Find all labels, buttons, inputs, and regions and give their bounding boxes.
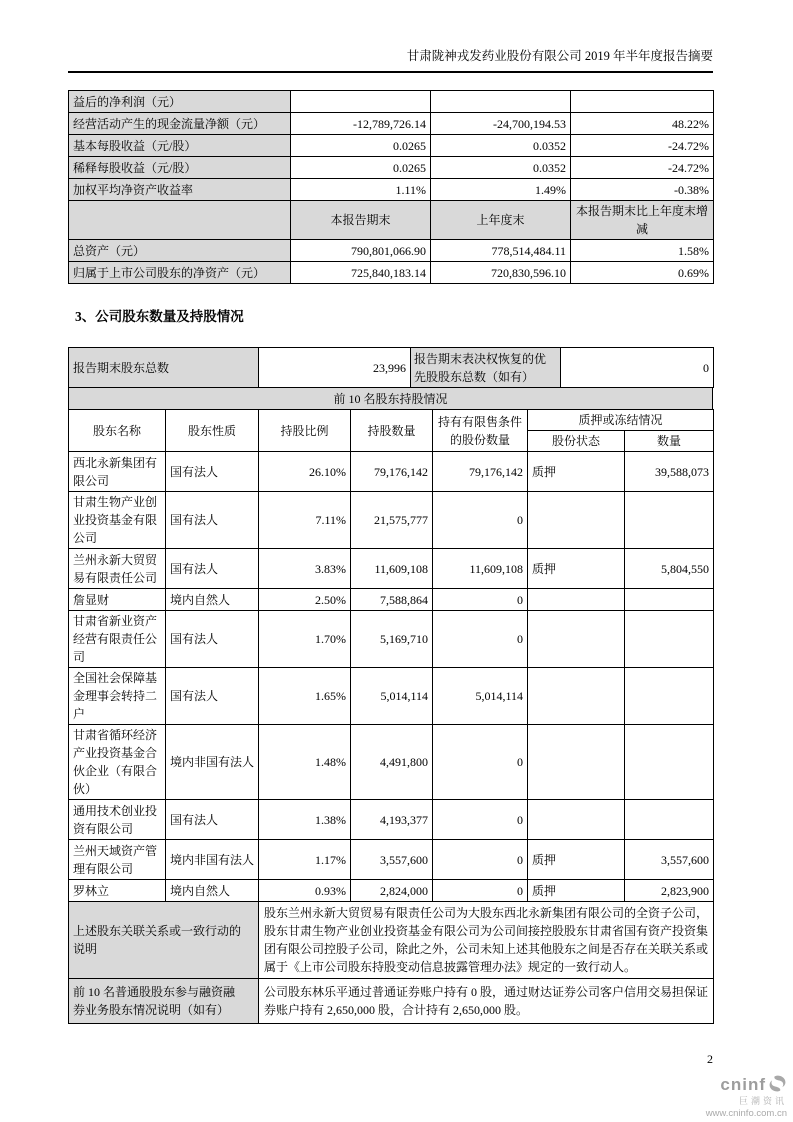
shareholder-shares: 7,588,864 [351,589,433,611]
shareholder-name: 兰州天域资产管理有限公司 [69,840,166,880]
cninfo-logo-subtitle: 巨潮资讯 [738,1096,787,1106]
shareholder-row [69,880,714,902]
shareholder-row [69,725,714,800]
pledge-status [528,611,625,668]
metric-change: 48.22% [571,113,714,135]
pledge-status [528,800,625,840]
metric-current: 725,840,183.14 [291,262,431,284]
shareholder-ratio: 26.10% [259,452,351,492]
shareholder-ratio: 3.83% [259,549,351,589]
cninfo-swirl-icon [768,1074,787,1096]
financial-summary-table [68,90,714,284]
metric-label: 归属于上市公司股东的净资产（元） [69,262,291,284]
table-row [69,388,713,410]
col-header-ratio: 持股比例 [259,410,351,452]
preferred-shareholders-value: 0 [561,348,714,388]
shareholder-name: 兰州永新大贸贸易有限责任公司 [69,549,166,589]
note-text: 公司股东林乐平通过普通证券账户持有 0 股，通过财达证券公司客户信用交易担保证券账户持有 2,650,000 股，合计持有 2,650,000 股。 [259,979,714,1024]
pledge-amount [625,800,714,840]
metric-change: -24.72% [571,135,714,157]
top10-banner-table [68,387,713,410]
shareholder-row [69,589,714,611]
table-row [69,348,714,388]
shareholder-name: 通用技术创业投资有限公司 [69,800,166,840]
note-row [69,979,714,1024]
metric-prior: 1.49% [431,179,571,201]
metric-current: -12,789,726.14 [291,113,431,135]
metric-prior: 0.0352 [431,135,571,157]
shareholder-nature: 国有法人 [166,492,259,549]
table-row [69,113,714,135]
pledge-amount: 5,804,550 [625,549,714,589]
shareholder-shares: 11,609,108 [351,549,433,589]
shareholder-ratio: 7.11% [259,492,351,549]
shareholder-nature: 国有法人 [166,668,259,725]
shareholder-restricted: 0 [433,492,528,549]
shareholder-nature: 国有法人 [166,800,259,840]
metric-current: 0.0265 [291,135,431,157]
pledge-amount [625,611,714,668]
metric-prior: 778,514,484.11 [431,240,571,262]
metric-change: -24.72% [571,157,714,179]
top10-shareholders-table [68,409,714,902]
metric-prior: 720,830,596.10 [431,262,571,284]
shareholder-ratio: 1.48% [259,725,351,800]
period-header-current: 本报告期末 [291,201,431,240]
period-header-blank [69,201,291,240]
shareholder-shares: 2,824,000 [351,880,433,902]
shareholder-row [69,452,714,492]
shareholder-shares: 21,575,777 [351,492,433,549]
shareholder-name: 罗林立 [69,880,166,902]
pledge-amount [625,725,714,800]
metric-label: 经营活动产生的现金流量净额（元） [69,113,291,135]
shareholder-name: 全国社会保障基金理事会转持二户 [69,668,166,725]
cninfo-logo-text: cninf [720,1075,766,1094]
shareholder-shares: 4,491,800 [351,725,433,800]
shareholder-shares: 5,014,114 [351,668,433,725]
shareholder-restricted: 0 [433,840,528,880]
col-header-status: 股份状态 [528,431,625,452]
shareholder-ratio: 1.65% [259,668,351,725]
pledge-amount [625,492,714,549]
shareholder-nature: 境内非国有法人 [166,725,259,800]
metric-change: -0.38% [571,179,714,201]
shareholder-ratio: 1.17% [259,840,351,880]
table-row [69,91,714,113]
table-row [69,157,714,179]
shareholder-row [69,549,714,589]
shareholder-restricted: 0 [433,611,528,668]
note-row [69,902,714,979]
pledge-status [528,668,625,725]
period-header-change: 本报告期末比上年度末增减 [571,201,714,240]
pledge-status: 质押 [528,452,625,492]
shareholder-shares: 3,557,600 [351,840,433,880]
pledge-amount [625,589,714,611]
metric-change [571,91,714,113]
shareholder-ratio: 1.38% [259,800,351,840]
metric-label: 稀释每股收益（元/股） [69,157,291,179]
shareholder-ratio: 1.70% [259,611,351,668]
metric-label: 益后的净利润（元） [69,91,291,113]
preferred-shareholders-label: 报告期末表决权恢复的优先股股东总数（如有） [411,348,561,388]
shareholder-restricted: 0 [433,725,528,800]
shareholder-name: 甘肃省新业资产经营有限责任公司 [69,611,166,668]
top10-title: 前 10 名股东持股情况 [69,388,713,410]
shareholder-nature: 境内自然人 [166,589,259,611]
metric-prior: 0.0352 [431,157,571,179]
shareholder-restricted: 5,014,114 [433,668,528,725]
metric-current: 790,801,066.90 [291,240,431,262]
pledge-status: 质押 [528,840,625,880]
note-label: 上述股东关联关系或一致行动的说明 [69,902,259,979]
total-shareholders-label: 报告期末股东总数 [69,348,259,388]
shareholder-count-table [68,347,714,388]
metric-current: 0.0265 [291,157,431,179]
shareholder-shares: 5,169,710 [351,611,433,668]
metric-current: 1.11% [291,179,431,201]
shareholder-row [69,611,714,668]
shareholder-restricted: 0 [433,589,528,611]
shareholder-name: 甘肃省循环经济产业投资基金合伙企业（有限合伙） [69,725,166,800]
shareholder-nature: 境内自然人 [166,880,259,902]
metric-label: 总资产（元） [69,240,291,262]
shareholder-row [69,668,714,725]
shareholder-name: 詹显财 [69,589,166,611]
pledge-status [528,725,625,800]
pledge-amount: 3,557,600 [625,840,714,880]
note-label: 前 10 名普通股股东参与融资融券业务股东情况说明（如有） [69,979,259,1024]
col-header-amount: 数量 [625,431,714,452]
column-header-row [69,410,714,431]
shareholder-shares: 79,176,142 [351,452,433,492]
shareholder-restricted: 11,609,108 [433,549,528,589]
shareholder-shares: 4,193,377 [351,800,433,840]
pledge-amount: 39,588,073 [625,452,714,492]
col-header-restricted: 持有有限售条件的股份数量 [433,410,528,452]
table-row [69,179,714,201]
table-row [69,135,714,157]
shareholder-restricted: 0 [433,880,528,902]
period-header-row [69,201,714,240]
cninfo-logo-url: www.cninfo.com.cn [705,1108,787,1119]
section-heading: 3、公司股东数量及持股情况 [75,309,244,324]
pledge-status: 质押 [528,880,625,902]
shareholder-name: 西北永新集团有限公司 [69,452,166,492]
shareholder-nature: 国有法人 [166,611,259,668]
total-shareholders-value: 23,996 [259,348,411,388]
shareholder-row [69,492,714,549]
metric-label: 基本每股收益（元/股） [69,135,291,157]
pledge-amount: 2,823,900 [625,880,714,902]
metric-current [291,91,431,113]
shareholder-restricted: 0 [433,800,528,840]
metric-change: 0.69% [571,262,714,284]
table-row [69,240,714,262]
col-header-shares: 持股数量 [351,410,433,452]
shareholder-nature: 国有法人 [166,452,259,492]
shareholder-nature: 境内非国有法人 [166,840,259,880]
page-number: 2 [707,1052,713,1066]
shareholder-name: 甘肃生物产业创业投资基金有限公司 [69,492,166,549]
shareholder-nature: 国有法人 [166,549,259,589]
period-header-prior: 上年度末 [431,201,571,240]
pledge-amount [625,668,714,725]
cninfo-logo [706,1074,787,1119]
metric-prior [431,91,571,113]
shareholder-row [69,800,714,840]
pledge-status [528,492,625,549]
metric-label: 加权平均净资产收益率 [69,179,291,201]
shareholder-notes-table [68,901,714,1024]
note-text: 股东兰州永新大贸贸易有限责任公司为大股东西北永新集团有限公司的全资子公司，股东甘肃生物产业创业投资基金有限公司为公司间接控股股东甘肃省国有资产投资集团有限公司控股子公司，除此之外，公司未知上述其他股东之间是否存在关联关系或属于《上市公司股东持股变动信息披露管理办法》规定的一致行动人。 [259,902,714,979]
shareholder-ratio: 2.50% [259,589,351,611]
page-header-title: 甘肃陇神戎发药业股份有限公司 2019 年半年度报告摘要 [68,46,713,73]
col-header-name: 股东名称 [69,410,166,452]
shareholder-restricted: 79,176,142 [433,452,528,492]
shareholder-row [69,840,714,880]
shareholder-ratio: 0.93% [259,880,351,902]
table-row [69,262,714,284]
pledge-status [528,589,625,611]
col-header-pledge-group: 质押或冻结情况 [528,410,714,431]
metric-prior: -24,700,194.53 [431,113,571,135]
pledge-status: 质押 [528,549,625,589]
col-header-nature: 股东性质 [166,410,259,452]
metric-change: 1.58% [571,240,714,262]
